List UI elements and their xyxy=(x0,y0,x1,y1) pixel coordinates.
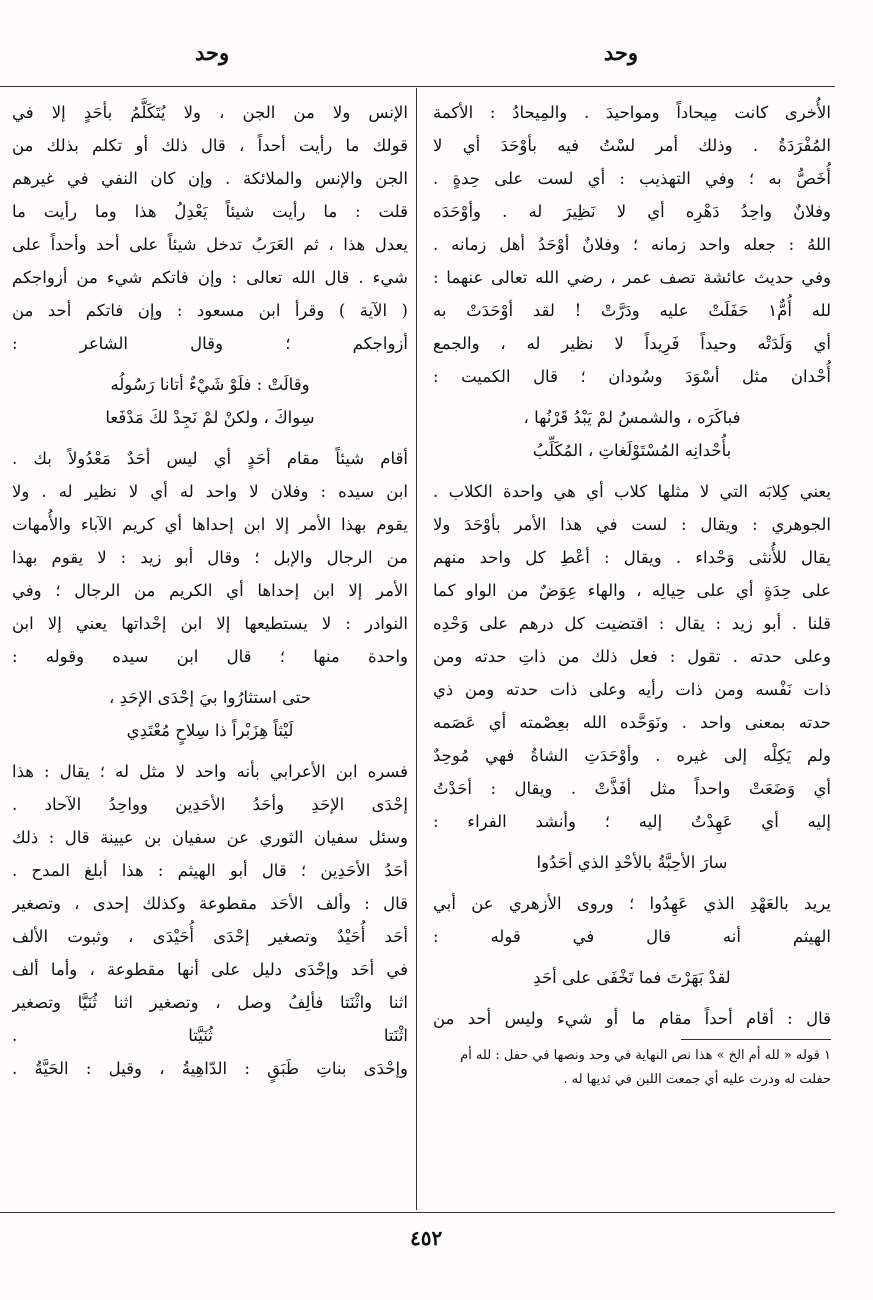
text-line: ولم يَكِلْه إلى غيره . وأوْحَدَتِ الشاةُ فهي مُوحِدٌ xyxy=(433,746,831,765)
text-line: أي وَلَدَتْه وحيداً فَرِيداً لا نظير له ، والجمع xyxy=(433,334,831,353)
text-line: لله أُمٌّ١ حَفَلَتْ عليه ودَرَّتْ ! لقد أوْحَدَتْ به xyxy=(433,301,831,320)
text-line: وفلانٌ واحِدُ دَهْرِه أي لا نَظِيرَ له . وأوْحَدَه xyxy=(433,202,831,221)
text-block xyxy=(433,475,831,838)
text-line: من الرجال والإبل ؛ وقال أبو زيد : لا يقوم بهذا xyxy=(12,548,408,567)
text-line: أُحْدان مثل أسْوَدَ وسُودان ؛ قال الكميت : xyxy=(433,367,831,386)
verse-line: حتى استثارُوا بيَ إحْدَى الإحَدِ ، xyxy=(109,688,311,707)
text-line: يقال للأُنثى وَحْداء . ويقال : أعْطِ كل واحد منهم xyxy=(433,548,831,567)
text-line: على حِدَةٍ أي على حِيالِه ، والهاء عِوَضٌ من الواو كما xyxy=(433,581,831,600)
verse-block xyxy=(433,961,831,994)
text-line: قلت : ما رأيت شيئاً يَعْدِلُ هذا وما رأيت ما xyxy=(12,202,408,221)
text-line: إليه أي عَهِدْتُ إليه ؛ وأنشد الفراء : xyxy=(433,812,831,831)
text-block xyxy=(12,96,408,360)
left-column xyxy=(12,96,408,1208)
text-line: حدته بمعنى واحد . ونَوَحَّده الله بعِصْمته أي عَصَمه xyxy=(433,713,831,732)
text-line: اثنا واثْنَتا فألِفُ وصل ، وتصغير اثنا ثُنَيَّا وتصغير xyxy=(12,993,408,1012)
verse-line: سارَ الأحِبَّةُ بالأحْدِ الذي أحَدُوا xyxy=(536,853,728,872)
text-line: يريد بالعَهْدِ الذي عَهِدُوا ؛ وروى الأزهري عن أبي xyxy=(433,894,831,913)
text-line: في أحَد وإحْدَى دليل على أنها مقطوعة ، وأما ألف xyxy=(12,960,408,979)
text-block xyxy=(433,96,831,393)
text-line: أحَد أُحَيْدٌ وتصغير إحْدَى أُحَيْدَى ، وثبوت الألف xyxy=(12,927,408,946)
text-line: النوادر : لا يستطيعها إلا ابن إحْداتها يعني إلا ابن xyxy=(12,614,408,633)
text-line: ذات نَفْسه ومن ذات رأيه وعلى ذات حدته ومن ذي xyxy=(433,680,831,699)
header-word-left: وحد xyxy=(195,40,230,65)
text-line: المُفْرَدَةُ . وذلك أمر لسْتُ فيه بأوْحَدَ أي لا xyxy=(433,136,831,155)
text-line: وفي حديث عائشة تصف عمر ، رضي الله تعالى عنهما : xyxy=(433,268,831,287)
text-line: شيء . قال الله تعالى : وإن فاتكم شيء من أزواجكم xyxy=(12,268,408,287)
footnote xyxy=(433,1044,831,1092)
text-line: الجن والإنس والملائكة . وإن كان النفي في غيرهم xyxy=(12,169,408,188)
text-line: ( الآية ) وقرأ ابن مسعود : وإن فاتكم أحد من xyxy=(12,301,408,320)
text-line: أزواجكم ؛ وقال الشاعر : xyxy=(12,334,408,353)
footnote-line: حفلت له ودرت عليه أي جمعت اللبن في ثديها له . xyxy=(563,1072,831,1087)
text-line: الجوهري : ويقال : لست في هذا الأمر بأوْحَدَ ولا xyxy=(433,515,831,534)
text-line: قال : أقام أحداً مقام ما أو شيء وليس أحد من xyxy=(433,1009,831,1028)
footnote-rule xyxy=(681,1039,831,1040)
verse-line: وقالَتْ : فلَوْ شَيْءٌ أتانا رَسُولُه xyxy=(110,375,310,394)
text-block xyxy=(433,1002,831,1035)
text-line: يعني كِلابَه التي لا مثلها كلاب أي هي واحدة الكلاب . xyxy=(433,482,831,501)
verse-line: بأُحْدانِه المُسْتَوْلَغاتِ ، المُكَلِّبُ xyxy=(532,441,732,460)
bottom-rule xyxy=(0,1212,835,1213)
verse-block xyxy=(433,846,831,879)
right-column xyxy=(433,96,831,1208)
text-block xyxy=(433,887,831,953)
text-line: أي وَضَعَتْ واحداً مثل أفَذَّتْ . ويقال : أحَدْتُ xyxy=(433,779,831,798)
verse-block xyxy=(12,368,408,434)
page-number: ٤٥٢ xyxy=(410,1226,443,1250)
text-line: أقام شيئاً مقام أحَدٍ أي ليس أحَدٌ مَعْدُولاً بك . xyxy=(12,449,408,468)
text-line: وعلى حدته . تقول : فعل ذلك من ذاتِ حدته ومن xyxy=(433,647,831,666)
text-line: ابن سيده : وفلان لا واحد له أي لا نظير له . ولا xyxy=(12,482,408,501)
text-line: اللهُ : جعله واحد زمانه ؛ وفلانٌ أوْحَدُ أهل زمانه . xyxy=(433,235,831,254)
column-divider xyxy=(416,88,417,1210)
text-line: وسئل سفيان الثوري عن سفيان بن عيينة قال : ذلك xyxy=(12,828,408,847)
text-line: فسره ابن الأعرابي بأنه واحد لا مثل له ؛ يقال : هذا xyxy=(12,762,408,781)
verse-block xyxy=(433,401,831,467)
text-line: أُخَصُّ به ؛ وفي التهذيب : أي لست على حِدةٍ . xyxy=(433,169,831,188)
verse-line: لقدْ بَهَرْتَ فما تَخْفَى على أحَدِ xyxy=(533,968,731,987)
text-line: قلنا . أبو زيد : يقال : اقتضيت كل درهم على وَحْدِه xyxy=(433,614,831,633)
text-line: يقوم بهذا الأمر إلا ابن إحداها أي كريم الآباء والأُمهات xyxy=(12,515,408,534)
text-line: أحَدُ الأحَدِين ؛ قال أبو الهيثم : هذا أبلغ المدح . xyxy=(12,861,408,880)
text-line: واحدة منها ؛ قال ابن سيده وقوله : xyxy=(12,647,408,666)
text-line: يعدل هذا ، ثم العَرَبُ تدخل شيئاً على أحد وأحداً على xyxy=(12,235,408,254)
text-line: قال : وألف الأحَد مقطوعة وكذلك إحدى ، وتصغير xyxy=(12,894,408,913)
footnote-line: ١ قوله « لله أم الخ » هذا نص النهاية في وحد ونصها في حفل : لله أم xyxy=(460,1048,831,1063)
text-line: إحْدَى الإحَدِ وأحَدُ الأحَدِين وواحِدُ الآحاد . xyxy=(12,795,408,814)
text-line: وإحْدَى بناتِ طَبَقٍ : الدّاهِيةُ ، وقيل : الحَيَّةُ . xyxy=(12,1059,408,1078)
text-line: الأُخرى كانت مِيحاداً ومواحيدَ . والمِيحادُ : الأكمة xyxy=(433,103,831,122)
verse-line: فباكَرَه ، والشمسُ لمْ يَبْدُ قَرْنُها ، xyxy=(523,408,741,427)
text-line: قولك ما رأيت أحداً ، قال ذلك أو تكلم بذلك من xyxy=(12,136,408,155)
text-line: الأمر إلا ابن إحداها أي الكريم من الرجال ؛ وفي xyxy=(12,581,408,600)
text-block xyxy=(12,442,408,673)
text-line: الإنس ولا من الجن ، ولا يُتَكَلَّمُ بأحَدٍ إلا في xyxy=(12,103,408,122)
verse-block xyxy=(12,681,408,747)
text-block xyxy=(12,755,408,1085)
text-line: اثْنَتا ثُنَيَّتا . xyxy=(12,1026,408,1045)
header-word-right: وحد xyxy=(603,40,638,65)
top-rule xyxy=(0,86,835,87)
text-line: الهيثم أنه قال في قوله : xyxy=(433,927,831,946)
verse-line: لَيْثاً هِزَبْراً ذا سِلاحٍ مُعْتَدِي xyxy=(126,721,294,740)
verse-line: سِواكَ ، ولكنْ لمْ نَجِدْ لكَ مَدْفَعا xyxy=(105,408,315,427)
